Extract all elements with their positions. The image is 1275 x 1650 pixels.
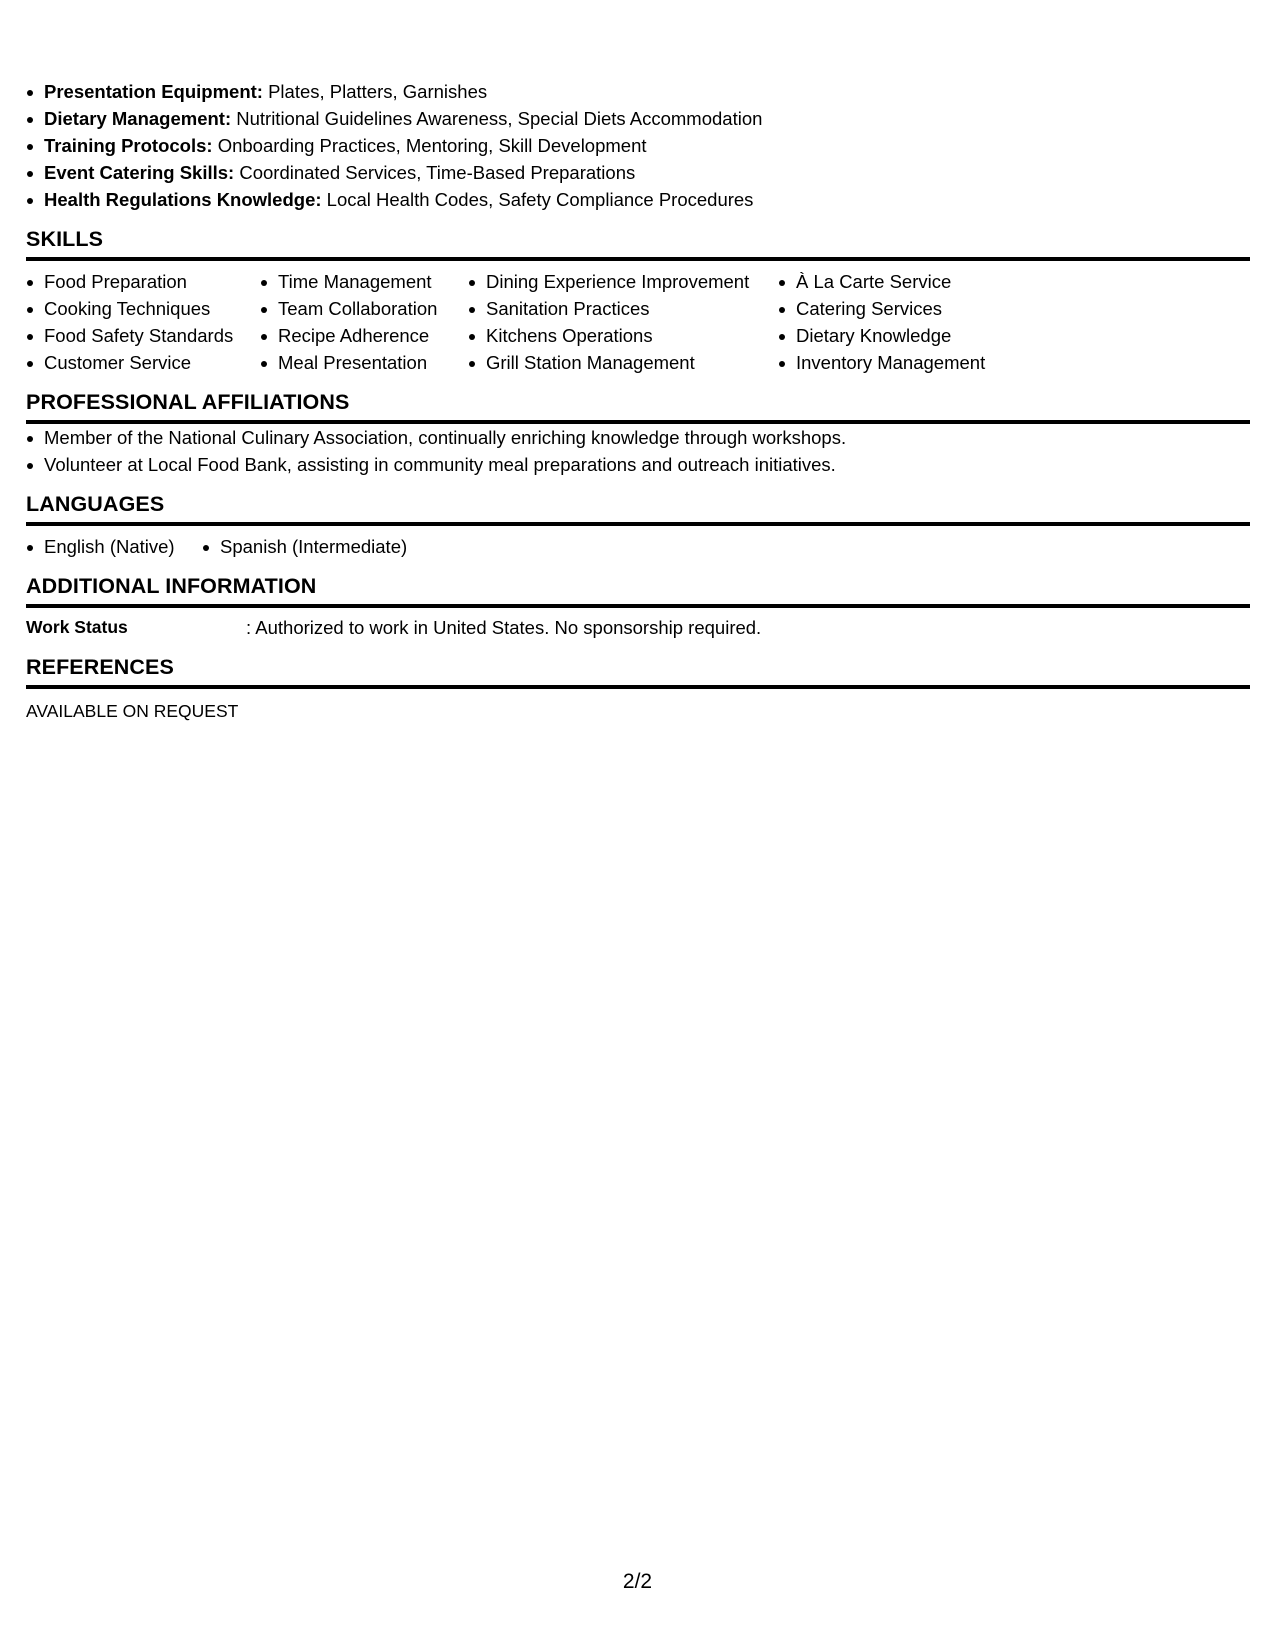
resume-page — [26, 78, 1250, 725]
item-text: Nutritional Guidelines Awareness, Special Diets Accommodation — [231, 108, 763, 129]
additional-info-heading: ADDITIONAL INFORMATION — [26, 573, 1250, 608]
list-item — [26, 159, 1250, 186]
language-column — [26, 533, 202, 560]
language-item: Spanish (Intermediate) — [202, 533, 407, 560]
references-text: AVAILABLE ON REQUEST — [26, 701, 239, 721]
work-status-row — [26, 614, 1250, 641]
item-text: Onboarding Practices, Mentoring, Skill Development — [212, 135, 647, 156]
skill-item: Catering Services — [778, 295, 1038, 322]
skill-item: Cooking Techniques — [26, 295, 260, 322]
skill-item: Inventory Management — [778, 349, 1038, 376]
top-details-list — [26, 78, 1250, 213]
item-label: Training Protocols: — [44, 135, 213, 156]
item-label: Presentation Equipment: — [44, 81, 263, 102]
list-item — [26, 105, 1250, 132]
page-number: 2/2 — [622, 1570, 653, 1593]
skill-item: Kitchens Operations — [468, 322, 778, 349]
list-item — [26, 78, 1250, 105]
item-text: Plates, Platters, Garnishes — [262, 81, 488, 102]
work-status-value: : Authorized to work in United States. No sponsorship required. — [246, 617, 762, 638]
skill-item: Food Preparation — [26, 268, 260, 295]
skills-column — [468, 268, 778, 376]
languages-heading: LANGUAGES — [26, 491, 1250, 526]
list-item: Volunteer at Local Food Bank, assisting in community meal preparations and outreach initiatives. — [26, 451, 1250, 478]
skills-heading: SKILLS — [26, 226, 1250, 261]
list-item — [26, 132, 1250, 159]
item-label: Event Catering Skills: — [44, 162, 235, 183]
skill-item: Sanitation Practices — [468, 295, 778, 322]
language-column — [202, 533, 407, 560]
work-status-label: Work Status — [26, 617, 128, 637]
item-text: Coordinated Services, Time-Based Preparations — [234, 162, 636, 183]
language-item: English (Native) — [26, 533, 202, 560]
item-label: Health Regulations Knowledge: — [44, 189, 322, 210]
affiliations-heading: PROFESSIONAL AFFILIATIONS — [26, 389, 1250, 424]
skills-column — [26, 268, 260, 376]
skill-item: Recipe Adherence — [260, 322, 468, 349]
skill-item: Meal Presentation — [260, 349, 468, 376]
item-label: Dietary Management: — [44, 108, 232, 129]
skill-item: À La Carte Service — [778, 268, 1038, 295]
languages-list — [26, 533, 1250, 560]
skill-item: Grill Station Management — [468, 349, 778, 376]
skill-item: Team Collaboration — [260, 295, 468, 322]
skill-item: Dietary Knowledge — [778, 322, 1038, 349]
list-item: Member of the National Culinary Association, continually enriching knowledge through workshops. — [26, 424, 1250, 451]
skill-item: Time Management — [260, 268, 468, 295]
list-item — [26, 186, 1250, 213]
skills-grid — [26, 268, 1250, 376]
item-text: Local Health Codes, Safety Compliance Procedures — [321, 189, 754, 210]
skills-column — [778, 268, 1038, 376]
skill-item: Customer Service — [26, 349, 260, 376]
skill-item: Dining Experience Improvement — [468, 268, 778, 295]
references-heading: REFERENCES — [26, 654, 1250, 689]
skills-column — [260, 268, 468, 376]
skill-item: Food Safety Standards — [26, 322, 260, 349]
affiliations-list — [26, 424, 1250, 478]
